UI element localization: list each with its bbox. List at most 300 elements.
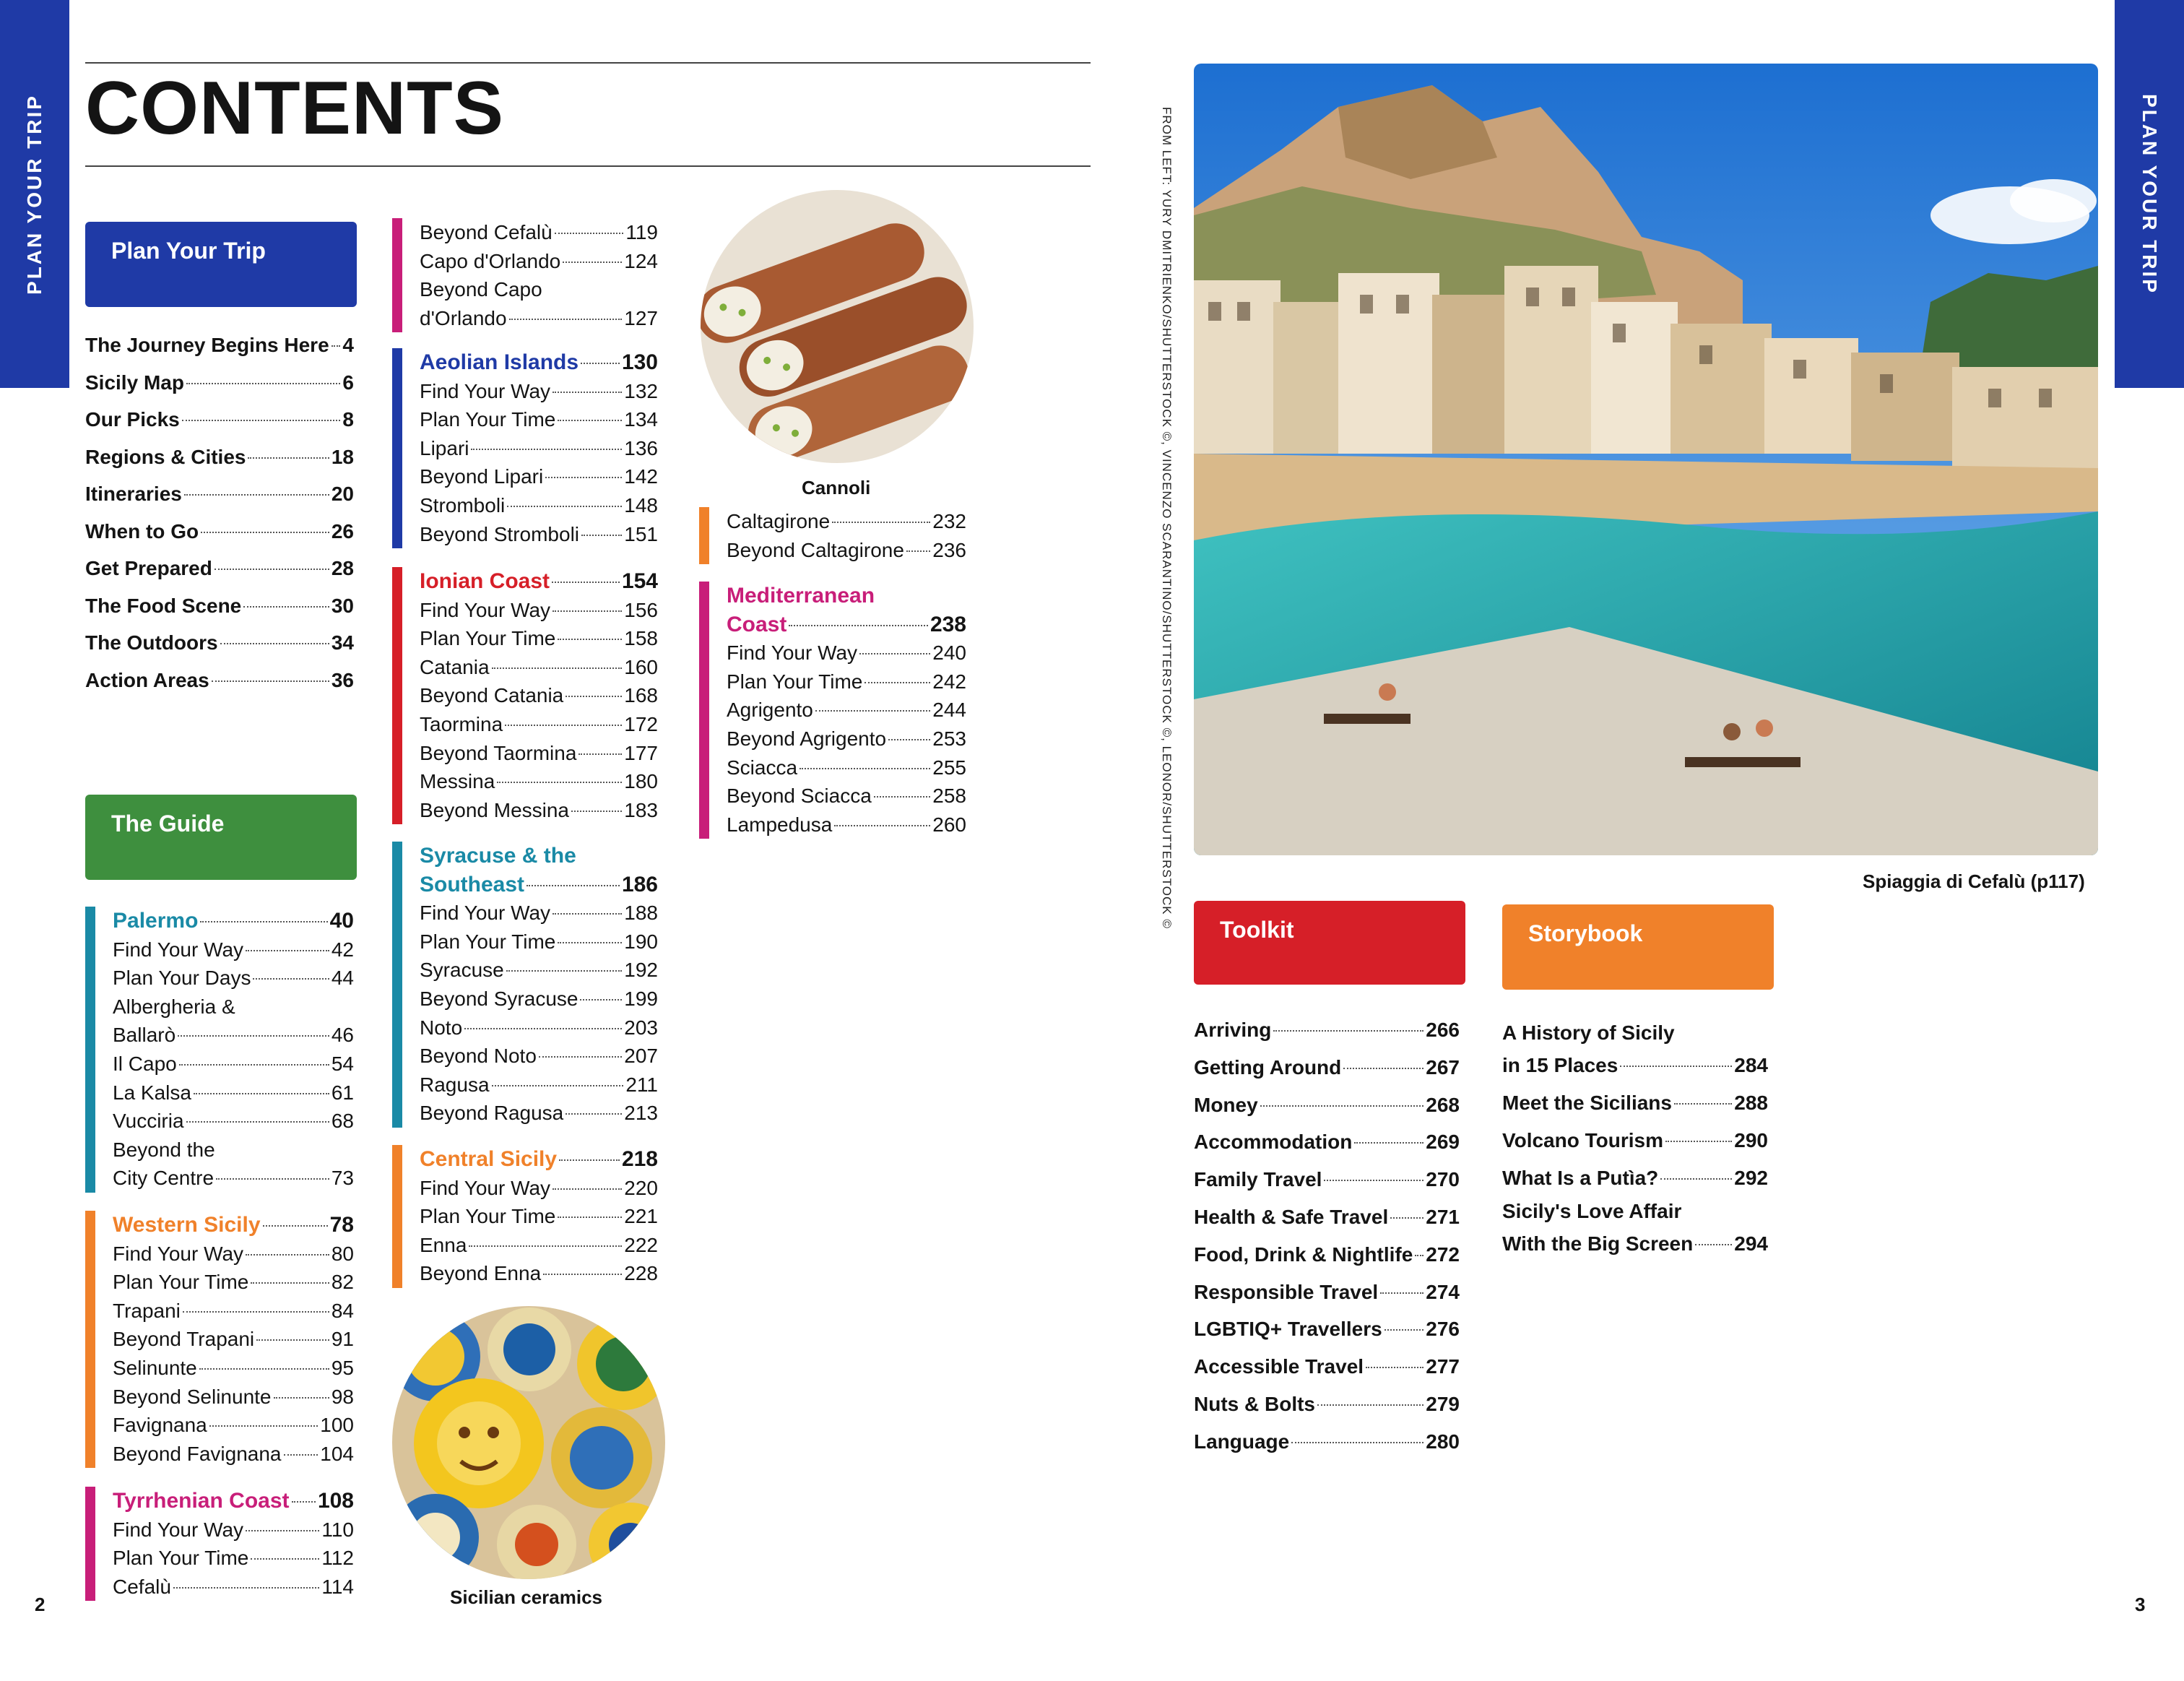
side-tab-label: PLAN YOUR TRIP	[23, 93, 46, 295]
toc-entry[interactable]	[420, 1174, 658, 1203]
entry-page-number: 207	[624, 1045, 658, 1068]
ceramics-image	[392, 1306, 665, 1579]
dot-leader	[464, 1028, 622, 1029]
dot-leader	[864, 682, 930, 683]
entry-page-number: 30	[331, 594, 354, 617]
section-title-western-sicily[interactable]: Western Sicily 78	[113, 1213, 354, 1237]
plan-your-trip-entry[interactable]	[85, 513, 354, 550]
storybook-entry[interactable]	[1502, 1047, 1768, 1084]
dot-leader	[800, 768, 930, 769]
entry-label: Find Your Way	[113, 1518, 244, 1541]
toc-entry[interactable]	[113, 1573, 354, 1602]
toc-entry[interactable]	[420, 462, 658, 491]
toc-entry[interactable]	[420, 1259, 658, 1288]
toolkit-entry[interactable]	[1194, 1198, 1460, 1236]
toc-entry[interactable]	[113, 1297, 354, 1326]
entry-label: Plan Your Time	[113, 1547, 249, 1570]
entry-label: Beyond Enna	[420, 1262, 542, 1285]
entry-page-number: 188	[624, 902, 658, 925]
toc-entry[interactable]	[420, 653, 658, 682]
toc-entry[interactable]	[420, 247, 658, 276]
entry-page-number: 119	[625, 221, 658, 243]
side-tab-right	[2115, 0, 2184, 388]
toc-entry[interactable]	[420, 681, 658, 710]
toc-entry[interactable]	[113, 1383, 354, 1412]
toc-entry[interactable]	[420, 899, 658, 928]
entry-page-number: 269	[1426, 1131, 1460, 1154]
toc-entry[interactable]	[113, 1268, 354, 1297]
plan-your-trip-entry[interactable]	[85, 475, 354, 513]
entry-page-number: 203	[624, 1016, 658, 1039]
dot-leader	[199, 1368, 329, 1370]
section-title-tyrrhenian-coast[interactable]: Tyrrhenian Coast 108	[113, 1489, 354, 1513]
entry-label: Lipari	[420, 436, 469, 459]
entry-page-number: 221	[624, 1205, 658, 1228]
section-title-syracuse-line2[interactable]: Southeast 186	[420, 872, 658, 896]
entry-page-number: 228	[624, 1262, 658, 1285]
entry-page-number: 183	[624, 798, 658, 821]
entry-label: Stromboli	[420, 493, 506, 517]
dot-leader	[471, 449, 622, 450]
entry-page-number: 294	[1734, 1232, 1768, 1255]
toc-entry[interactable]	[113, 964, 354, 993]
entry-label: Taormina	[420, 712, 503, 735]
dot-leader	[246, 950, 329, 951]
dot-leader	[186, 1121, 329, 1123]
entry-page-number: 42	[331, 938, 354, 961]
toc-entry[interactable]	[727, 753, 966, 782]
entry-page-number: 192	[624, 959, 658, 982]
entry-page-number: 6	[342, 371, 354, 394]
toc-entry[interactable]	[420, 1202, 658, 1231]
entry-page-number: 220	[624, 1176, 658, 1199]
dot-leader	[505, 725, 622, 726]
toolkit-entry[interactable]	[1194, 1348, 1460, 1386]
entry-label: Caltagirone	[727, 510, 831, 532]
entry-page-number: 114	[321, 1575, 354, 1598]
toc-entry[interactable]	[420, 218, 658, 247]
entry-label: Agrigento	[727, 699, 813, 722]
toc-entry[interactable]	[420, 928, 658, 956]
entry-page-number: 36	[331, 668, 354, 691]
entry-label: Family Travel	[1194, 1168, 1322, 1191]
cefalu-image	[1194, 64, 2098, 855]
plan-your-trip-header[interactable]	[85, 222, 357, 307]
entry-label: Ragusa	[420, 1073, 490, 1096]
plan-your-trip-entry[interactable]	[85, 327, 354, 364]
toolkit-entry[interactable]	[1194, 1161, 1460, 1198]
photo-credit: FROM LEFT: YURY DMITRIENKO/SHUTTERSTOCK ©, VINCENZO SCARANTINO/SHUTTERSTOCK ©, LEONOR/SHUTTERSTOCK ©	[1160, 107, 1174, 929]
entry-label: Meet the Sicilians	[1502, 1092, 1672, 1114]
ceramics-caption: Sicilian ceramics	[450, 1586, 603, 1608]
section-bar	[392, 218, 402, 332]
entry-page-number: 292	[1734, 1167, 1768, 1189]
dot-leader	[214, 569, 329, 570]
toc-entry[interactable]	[420, 710, 658, 739]
dot-leader	[1674, 1103, 1732, 1105]
toc-entry[interactable]	[727, 536, 966, 565]
toolkit-entry[interactable]	[1194, 1386, 1460, 1423]
entry-label: Accessible Travel	[1194, 1355, 1364, 1378]
storybook-entry[interactable]	[1502, 1159, 1768, 1197]
toc-entry[interactable]	[113, 1136, 354, 1164]
entry-page-number: 73	[331, 1167, 354, 1190]
entry-page-number: 280	[1426, 1430, 1460, 1453]
dot-leader	[179, 1064, 329, 1066]
dot-leader	[469, 1245, 622, 1247]
dot-leader	[497, 782, 622, 783]
entry-page-number: 151	[624, 522, 658, 545]
plan-your-trip-entry[interactable]	[85, 364, 354, 402]
dot-leader	[1390, 1217, 1424, 1219]
dot-leader	[182, 420, 341, 421]
dot-leader	[1620, 1066, 1732, 1067]
toc-entry[interactable]	[113, 1079, 354, 1107]
section-central-cont	[699, 507, 966, 564]
entry-label: Catania	[420, 655, 490, 678]
entry-label: The Food Scene	[85, 594, 242, 617]
entry-label: Vucciria	[113, 1110, 184, 1133]
entry-page-number: 61	[331, 1081, 354, 1104]
dot-leader	[1415, 1255, 1424, 1256]
entry-label: Sicily's Love Affair	[1502, 1200, 1682, 1222]
storybook-header[interactable]	[1502, 904, 1774, 990]
entry-label: When to Go	[85, 519, 199, 543]
entry-page-number: 270	[1426, 1168, 1460, 1191]
dot-leader	[552, 913, 622, 915]
toolkit-header[interactable]	[1194, 901, 1465, 985]
toc-entry[interactable]	[420, 434, 658, 463]
dot-leader	[251, 1282, 329, 1284]
dot-leader	[246, 1530, 319, 1531]
toc-entry[interactable]	[113, 1050, 354, 1079]
dot-leader	[194, 1093, 329, 1094]
toc-entry[interactable]	[420, 1071, 658, 1099]
entry-page-number: 242	[932, 670, 966, 693]
section-title-mediterranean-line2[interactable]: Coast 238	[727, 612, 966, 636]
toolkit-entry[interactable]	[1194, 1049, 1460, 1086]
toc-entry[interactable]	[420, 1042, 658, 1071]
entry-label: Beyond Favignana	[113, 1442, 282, 1465]
section-bar	[392, 348, 402, 548]
entry-label: Itineraries	[85, 483, 182, 505]
toc-entry[interactable]	[113, 1240, 354, 1269]
entry-label: d'Orlando	[420, 306, 507, 329]
toc-entry[interactable]	[727, 639, 966, 667]
entry-page-number: 8	[342, 408, 354, 431]
section-syracuse	[392, 842, 658, 1128]
toc-entry[interactable]	[727, 696, 966, 725]
entry-page-number: 68	[331, 1110, 354, 1133]
dot-leader	[566, 696, 622, 697]
entry-label: Albergheria &	[113, 995, 235, 1018]
entry-page-number: 211	[625, 1073, 658, 1096]
storybook-entry[interactable]	[1502, 1197, 1768, 1225]
toc-entry[interactable]	[420, 624, 658, 653]
entry-page-number: 112	[321, 1547, 354, 1570]
section-title-ionian-coast[interactable]: Ionian Coast 154	[420, 569, 658, 593]
cannoli-image	[701, 190, 974, 463]
toolkit-entry[interactable]	[1194, 1086, 1460, 1124]
toc-entry[interactable]	[113, 1516, 354, 1544]
toc-entry[interactable]	[420, 520, 658, 549]
entry-label: Syracuse	[420, 959, 504, 982]
plan-your-trip-entry[interactable]	[85, 550, 354, 587]
dot-leader	[201, 532, 329, 533]
toc-entry[interactable]	[420, 739, 658, 768]
entry-label: Sciacca	[727, 756, 798, 779]
section-bar	[85, 907, 95, 1193]
toc-entry[interactable]	[113, 1544, 354, 1573]
toc-entry[interactable]	[420, 377, 658, 406]
plan-your-trip-entry[interactable]	[85, 624, 354, 662]
dot-leader	[332, 345, 341, 347]
entry-label: Action Areas	[85, 668, 209, 691]
dot-leader	[246, 1254, 329, 1256]
entry-page-number: 271	[1426, 1205, 1460, 1228]
dot-leader	[216, 1178, 329, 1180]
entry-label: Trapani	[113, 1299, 181, 1322]
entry-page-number: 284	[1734, 1054, 1768, 1076]
entry-page-number: 82	[331, 1271, 354, 1294]
entry-page-number: 142	[624, 465, 658, 488]
toc-entry[interactable]	[727, 811, 966, 839]
page-number-left: 2	[35, 1594, 46, 1615]
dot-leader	[243, 606, 329, 608]
entry-label: Getting Around	[1194, 1055, 1342, 1079]
dot-leader	[284, 1454, 318, 1456]
toolkit-entry[interactable]	[1194, 1274, 1460, 1311]
entry-page-number: 100	[320, 1414, 354, 1437]
toolkit-entry[interactable]	[1194, 1423, 1460, 1461]
dot-leader	[1324, 1180, 1424, 1181]
entry-label: Beyond Lipari	[420, 465, 544, 488]
entry-page-number: 80	[331, 1242, 354, 1265]
dot-leader	[248, 457, 329, 459]
toc-entry[interactable]	[113, 1440, 354, 1469]
entry-page-number: 104	[320, 1442, 354, 1465]
toolkit-entry[interactable]	[1194, 1236, 1460, 1274]
section-title-syracuse[interactable]: Syracuse & the	[420, 844, 576, 868]
toc-entry[interactable]	[420, 1099, 658, 1128]
section-title-palermo[interactable]: Palermo 40	[113, 909, 354, 933]
entry-label: Find Your Way	[420, 598, 551, 621]
entry-label: Plan Your Time	[113, 1271, 249, 1294]
dot-leader	[1380, 1292, 1424, 1294]
entry-page-number: 213	[624, 1102, 658, 1125]
toc-entry[interactable]	[420, 767, 658, 796]
entry-label: Sicily Map	[85, 371, 184, 394]
storybook-entry[interactable]	[1502, 1225, 1768, 1263]
entry-page-number: 91	[331, 1328, 354, 1351]
toc-entry[interactable]	[420, 275, 658, 304]
toc-entry[interactable]	[113, 1107, 354, 1136]
section-tyrrhenian-coast	[85, 1487, 354, 1601]
entry-page-number: 260	[932, 813, 966, 836]
entry-page-number: 168	[624, 684, 658, 707]
entry-page-number: 222	[624, 1233, 658, 1256]
section-tyrrhenian-cont	[392, 218, 658, 332]
storybook-entry[interactable]	[1502, 1019, 1768, 1047]
dot-leader	[552, 610, 622, 612]
entry-label: Plan Your Time	[420, 627, 556, 650]
dot-leader	[212, 680, 329, 682]
dot-leader	[578, 753, 622, 755]
toc-entry[interactable]	[420, 796, 658, 825]
dot-leader	[183, 1311, 329, 1313]
section-title-mediterranean[interactable]: Mediterranean	[727, 584, 875, 608]
plan-your-trip-entry[interactable]	[85, 438, 354, 476]
entry-label: Beyond Sciacca	[727, 785, 872, 808]
toc-entry[interactable]	[113, 993, 354, 1021]
plan-your-trip-entry[interactable]	[85, 401, 354, 438]
entry-page-number: 124	[624, 249, 658, 272]
entry-page-number: 46	[331, 1024, 354, 1047]
entry-page-number: 20	[331, 483, 354, 505]
entry-label: Beyond Syracuse	[420, 987, 578, 1010]
section-western-sicily	[85, 1211, 354, 1468]
entry-label: Find Your Way	[420, 902, 551, 925]
section-title-central-sicily[interactable]: Central Sicily 218	[420, 1147, 658, 1171]
entry-label: Capo d'Orlando	[420, 249, 561, 272]
toc-entry[interactable]	[113, 1164, 354, 1193]
entry-label: Food, Drink & Nightlife	[1194, 1243, 1413, 1266]
toc-entry[interactable]	[113, 1411, 354, 1440]
dot-leader	[543, 1274, 622, 1275]
toc-entry[interactable]	[420, 956, 658, 985]
entry-page-number: 26	[331, 519, 354, 543]
dot-leader	[256, 1339, 329, 1341]
toc-entry[interactable]	[420, 405, 658, 434]
entry-label: Beyond Capo	[420, 278, 542, 301]
toolkit-heading: Toolkit	[1220, 917, 1294, 943]
entry-page-number: 84	[331, 1299, 354, 1322]
storybook-entry[interactable]	[1502, 1084, 1768, 1122]
entry-label: Beyond the	[113, 1138, 215, 1161]
dot-leader	[1273, 1030, 1424, 1032]
toc-entry[interactable]	[727, 507, 966, 536]
dot-leader	[492, 667, 623, 669]
toc-entry[interactable]	[420, 985, 658, 1014]
top-rule	[85, 62, 1091, 64]
section-mediterranean-coast	[699, 582, 966, 839]
entry-label: Beyond Catania	[420, 684, 564, 707]
section-bar	[85, 1211, 95, 1468]
toc-entry[interactable]	[727, 725, 966, 753]
toc-entry[interactable]	[113, 935, 354, 964]
toc-entry[interactable]	[420, 1014, 658, 1042]
toolkit-entry[interactable]	[1194, 1011, 1460, 1049]
entry-label: LGBTIQ+ Travellers	[1194, 1318, 1382, 1341]
plan-your-trip-heading: Plan Your Trip	[111, 238, 266, 264]
entry-page-number: 158	[624, 627, 658, 650]
storybook-entry[interactable]	[1502, 1122, 1768, 1159]
entry-label: City Centre	[113, 1167, 214, 1190]
toc-entry[interactable]	[420, 491, 658, 520]
title-rule	[85, 165, 1091, 167]
plan-your-trip-entry[interactable]	[85, 662, 354, 699]
dot-leader	[186, 383, 340, 384]
toolkit-entry[interactable]	[1194, 1123, 1460, 1161]
section-title-aeolian-islands[interactable]: Aeolian Islands 130	[420, 350, 658, 374]
toc-entry[interactable]	[420, 304, 658, 333]
entry-page-number: 172	[624, 712, 658, 735]
toolkit-list	[1194, 1011, 1460, 1461]
toolkit-entry[interactable]	[1194, 1310, 1460, 1348]
toc-entry[interactable]	[420, 596, 658, 625]
dot-leader	[507, 506, 622, 507]
entry-page-number: 134	[624, 408, 658, 431]
toc-entry[interactable]	[727, 782, 966, 811]
toc-entry[interactable]	[113, 1021, 354, 1050]
entry-label: Enna	[420, 1233, 467, 1256]
dot-leader	[815, 710, 930, 712]
entry-label: Responsible Travel	[1194, 1280, 1379, 1303]
entry-label: Find Your Way	[727, 641, 858, 665]
plan-your-trip-entry[interactable]	[85, 587, 354, 625]
cefalu-caption: Spiaggia di Cefalù (p117)	[1863, 870, 2085, 892]
section-ionian-coast	[392, 567, 658, 824]
entry-label: Beyond Selinunte	[113, 1385, 272, 1408]
entry-page-number: 199	[624, 987, 658, 1010]
entry-label: Health & Safe Travel	[1194, 1205, 1389, 1228]
entry-page-number: 177	[624, 741, 658, 764]
entry-label: Noto	[420, 1016, 463, 1039]
entry-label: Il Capo	[113, 1052, 177, 1075]
entry-label: Find Your Way	[420, 1176, 551, 1199]
entry-label: Find Your Way	[420, 379, 551, 402]
entry-page-number: 156	[624, 598, 658, 621]
entry-page-number: 236	[932, 538, 966, 561]
entry-page-number: 276	[1426, 1318, 1460, 1341]
dot-leader	[580, 999, 622, 1001]
entry-label: Plan Your Time	[727, 670, 863, 693]
dot-leader	[571, 811, 622, 812]
entry-label: Selinunte	[113, 1356, 197, 1379]
entry-page-number: 34	[331, 631, 354, 654]
entry-page-number: 95	[331, 1356, 354, 1379]
entry-page-number: 136	[624, 436, 658, 459]
entry-page-number: 160	[624, 655, 658, 678]
entry-page-number: 98	[331, 1385, 354, 1408]
entry-label: Favignana	[113, 1414, 207, 1437]
the-guide-heading: The Guide	[111, 811, 225, 837]
entry-label: Beyond Cefalù	[420, 221, 552, 243]
toc-entry[interactable]	[113, 1354, 354, 1383]
entry-label: Messina	[420, 770, 495, 793]
entry-label: The Outdoors	[85, 631, 218, 654]
dot-leader	[184, 494, 329, 496]
entry-page-number: 277	[1426, 1355, 1460, 1378]
side-tab-left	[0, 0, 69, 388]
entry-page-number: 279	[1426, 1392, 1460, 1415]
entry-label: What Is a Putìa?	[1502, 1167, 1659, 1189]
dot-leader	[1317, 1404, 1424, 1406]
toc-entry[interactable]	[420, 1231, 658, 1260]
entry-label: Accommodation	[1194, 1131, 1353, 1154]
toc-entry[interactable]	[727, 667, 966, 696]
the-guide-header[interactable]	[85, 795, 357, 880]
dot-leader	[220, 643, 329, 644]
section-bar	[699, 582, 709, 839]
section-bar	[392, 842, 402, 1128]
dot-leader	[1260, 1105, 1424, 1107]
entry-page-number: 18	[331, 445, 354, 468]
toc-entry[interactable]	[113, 1325, 354, 1354]
entry-label: Beyond Caltagirone	[727, 538, 904, 561]
entry-label: Our Picks	[85, 408, 180, 431]
dot-leader	[173, 1587, 319, 1589]
